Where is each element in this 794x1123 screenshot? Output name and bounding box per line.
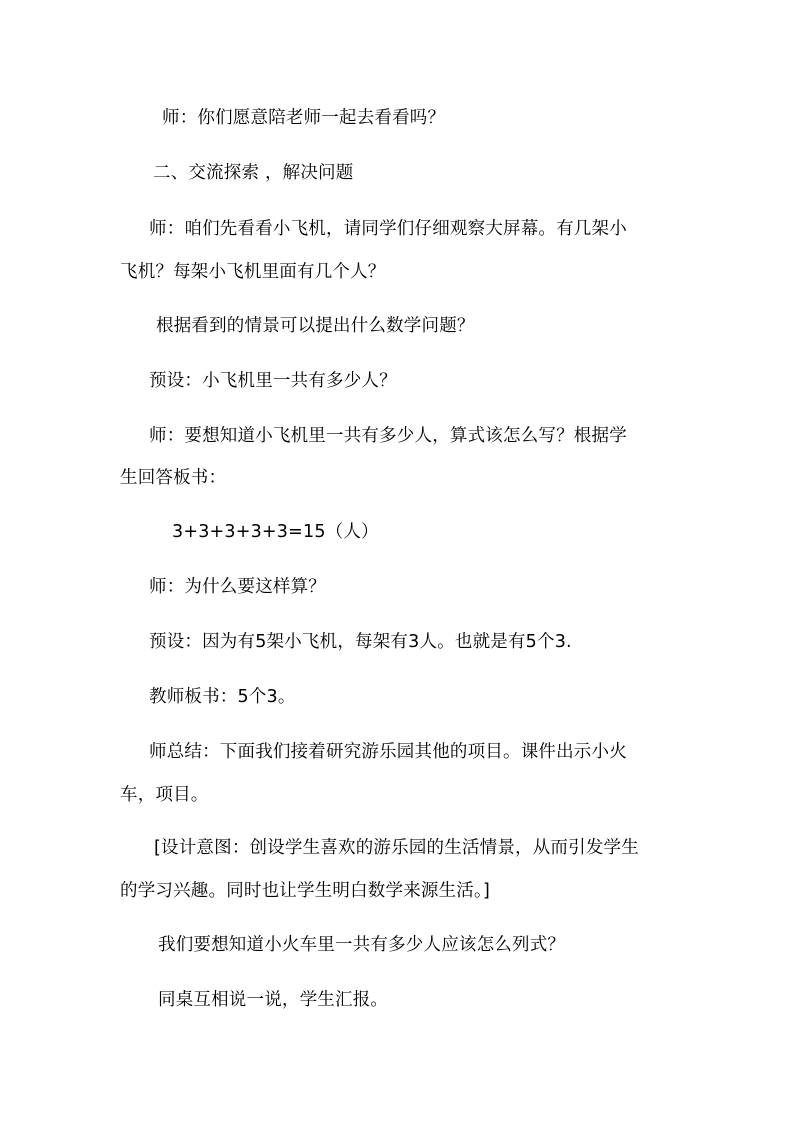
formula-line: 3+3+3+3+3=15（人） [172, 522, 379, 542]
paragraph-teacher-formula-cont: 生回答板书： [120, 468, 227, 488]
paragraph-teacher-summary: 师总结：下面我们接着研究游乐园其他的项目。课件出示小火 [149, 742, 627, 762]
paragraph-teacher-why: 师：为什么要这样算？ [149, 577, 326, 597]
paragraph-board-writing: 教师板书：5个3。 [149, 687, 296, 707]
paragraph-train-question: 我们要想知道小火车里一共有多少人应该怎么列式？ [158, 935, 566, 955]
paragraph-design-intent: [设计意图：创设学生喜欢的游乐园的生活情景，从而引发学生 [154, 838, 639, 858]
paragraph-peer-discussion: 同桌互相说一说，学生汇报。 [158, 990, 389, 1010]
paragraph-teacher-summary-cont: 车，项目。 [120, 785, 209, 805]
paragraph-preset-total: 预设：小飞机里一共有多少人？ [149, 371, 397, 391]
paragraph-preset-reason: 预设：因为有5架小飞机，每架有3人。也就是有5个3. [149, 632, 572, 652]
paragraph-design-intent-cont: 的学习兴趣。同时也让学生明白数学来源生活。] [120, 881, 490, 901]
section-heading: 二、交流探索 ，解决问题 [153, 163, 354, 183]
paragraph-teacher-plane-cont: 飞机？每架小飞机里面有几个人？ [120, 262, 386, 282]
paragraph-teacher-plane: 师：咱们先看看小飞机，请同学们仔细观察大屏幕。有几架小 [149, 219, 627, 239]
paragraph-math-question: 根据看到的情景可以提出什么数学问题？ [156, 316, 475, 336]
paragraph-teacher-question: 师：你们愿意陪老师一起去看看吗？ [162, 108, 446, 128]
paragraph-teacher-formula: 师：要想知道小飞机里一共有多少人，算式该怎么写？根据学 [149, 426, 627, 446]
